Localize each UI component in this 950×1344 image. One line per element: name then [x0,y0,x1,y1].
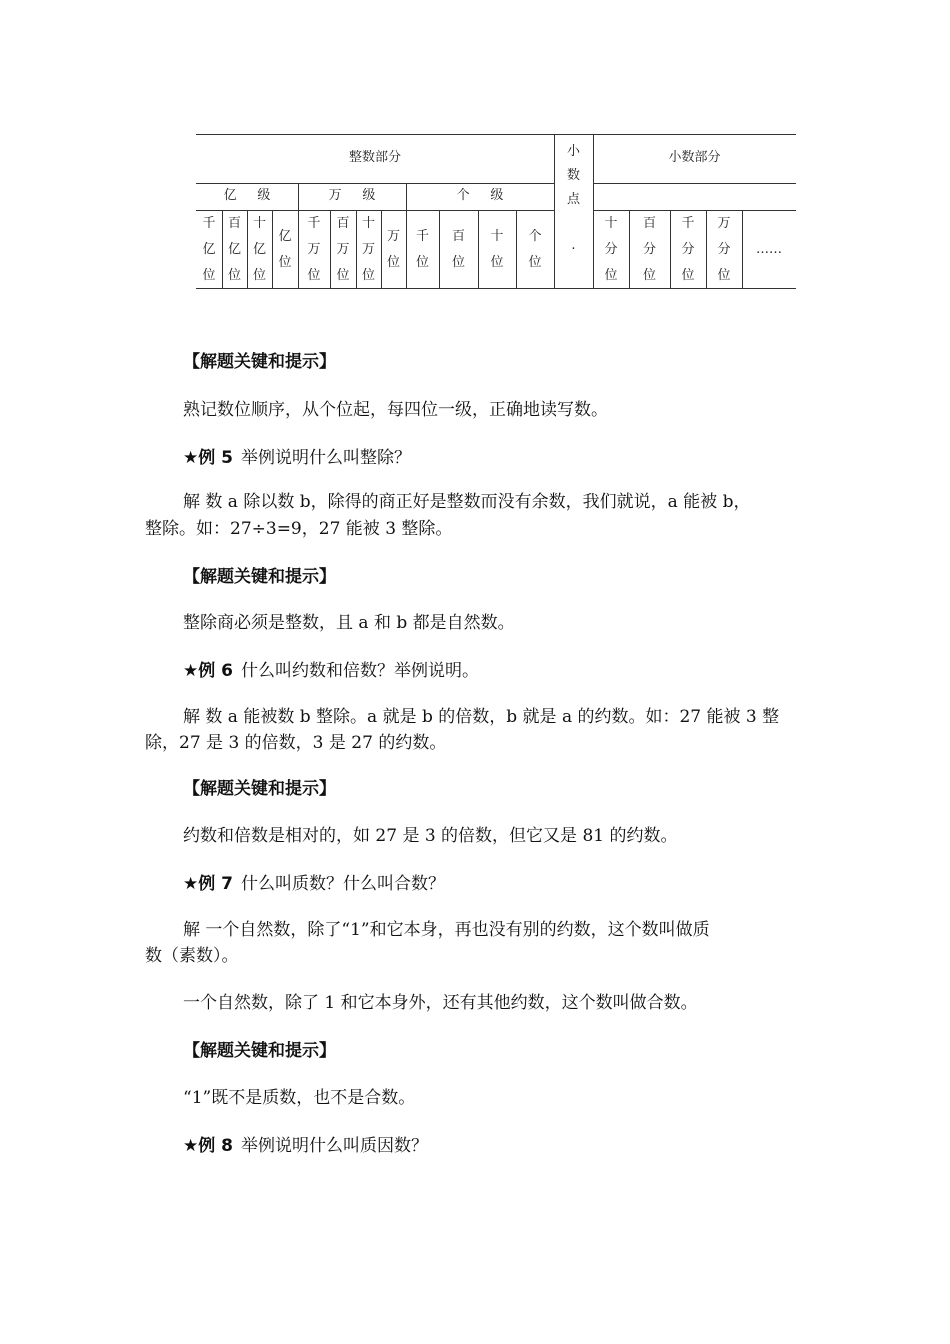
paragraph: 解 数 a 能被数 b 整除。a 就是 b 的倍数，b 就是 a 的约数。如：27 能被 3 整 [183,707,780,727]
paragraph-continuation: 除，27 是 3 的倍数，3 是 27 的约数。 [145,733,447,753]
example-title [0,1131,950,1156]
example-question: 什么叫约数和倍数？举例说明。 [241,661,479,681]
paragraph: “1”既不是质数，也不是合数。 [183,1088,416,1108]
table-rule [196,288,796,289]
decimal-part-header: 小数部分 [668,150,721,165]
place-column: 千 万 位 [307,216,321,283]
example-label: ★例 7 [183,874,233,894]
table-rule [196,183,554,184]
paragraph: 解 一个自然数，除了“1”和它本身，再也没有别的约数，这个数叫做质 [183,920,710,940]
group-label: 个 级 [456,188,504,203]
place-column: 万 位 [386,229,400,270]
example-label: ★例 5 [183,448,233,468]
paragraph: 整除商必须是整数，且 a 和 b 都是自然数。 [183,613,515,633]
example-question: 举例说明什么叫整除？ [241,448,411,468]
example-label: ★例 8 [183,1136,233,1156]
section-heading [0,774,950,799]
table-rule [593,210,796,211]
heading-text: 【解题关键和提示】 [183,352,336,372]
example-question: 什么叫质数？什么叫合数？ [241,874,445,894]
group-label: 亿 级 [223,188,271,203]
place-column: 十 分 位 [604,216,618,283]
paragraph-continuation: 数（素数）。 [145,946,239,966]
place-column: 亿 位 [278,229,292,270]
heading-text: 【解题关键和提示】 [183,1041,336,1061]
example-question: 举例说明什么叫质因数？ [241,1136,428,1156]
place-column: · [571,242,576,257]
section-heading [0,562,950,587]
place-column: 百 分 位 [642,216,656,283]
example-title [0,869,950,894]
section-heading [0,1036,950,1061]
place-column: 万 分 位 [717,216,731,283]
place-column: 个 位 [528,229,542,270]
paragraph: 熟记数位顺序，从个位起，每四位一级，正确地读写数。 [183,400,608,420]
example-label: ★例 6 [183,661,233,681]
group-label: 万 级 [328,188,376,203]
paragraph: 一个自然数，除了 1 和它本身外，还有其他约数，这个数叫做合数。 [183,993,698,1013]
place-column: 千 分 位 [681,216,695,283]
place-column: 十 亿 位 [252,216,266,283]
place-column: 十 位 [490,229,504,270]
paragraph-continuation: 整除。如：27÷3=9，27 能被 3 整除。 [145,519,453,539]
heading-text: 【解题关键和提示】 [183,567,336,587]
paragraph: 约数和倍数是相对的，如 27 是 3 的倍数，但它又是 81 的约数。 [183,826,678,846]
section-heading [0,347,950,372]
example-title [0,656,950,681]
table-rule [196,134,796,135]
place-value-table [196,134,796,289]
place-column: 百 万 位 [336,216,350,283]
place-column: 千 亿 位 [202,216,216,283]
example-title [0,443,950,468]
heading-text: 【解题关键和提示】 [183,779,336,799]
table-rule [196,210,554,211]
paragraph: 解 数 a 除以数 b，除得的商正好是整数而没有余数，我们就说，a 能被 b， [183,492,751,512]
place-column: 百 位 [451,229,465,270]
table-rule [593,183,796,184]
place-column: …… [756,242,782,257]
place-column: 十 万 位 [361,216,375,283]
integer-part-header: 整数部分 [348,150,401,165]
place-column: 千 位 [415,229,429,270]
place-column: 百 亿 位 [227,216,241,283]
decimal-point-header: 小 数 点 [566,144,580,207]
